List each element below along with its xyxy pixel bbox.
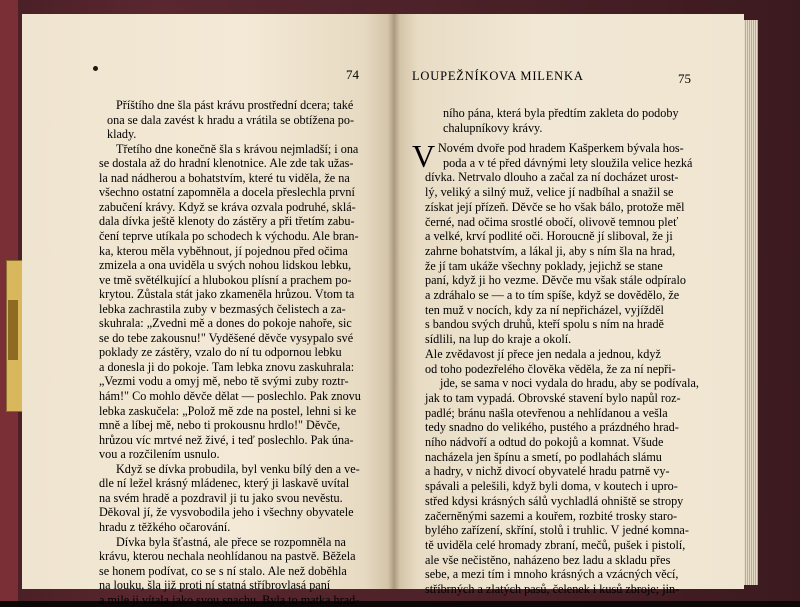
text-line: nacházela jen špínu a smetí, po podlahách slámu bbox=[425, 449, 662, 464]
text-line: zahrne bohatstvím, a lákal ji, aby s ním šla na hrad, bbox=[425, 243, 676, 258]
text-line: poda a v té před dávnými lety sloužila velice hezká bbox=[443, 155, 693, 170]
page-edges bbox=[744, 20, 758, 585]
text-line: zmizela a ona uviděla u svých nohou lidskou lebku, bbox=[99, 258, 352, 273]
text-line: střed kdysi krásných sálů vychladlá ohniště se stropy bbox=[425, 493, 684, 508]
text-line: bylého zařízení, skříní, stolů i truhlic. V jedné komna- bbox=[425, 523, 689, 538]
text-line: lý, veliký a silný muž, velice jí nadbíhal a snažil se bbox=[425, 185, 674, 200]
text-line: poklady ze zástěry, vzalo do ní tu odpornou lebku bbox=[99, 345, 342, 360]
text-line: ten muž v nocích, kdy za ní nepřicházel, vyjížděl bbox=[425, 302, 664, 317]
text-line: hrůzou víc mrtvé než živé, i teď poslechlo. Pak úna- bbox=[99, 432, 354, 447]
text-line: a donesla ji do pokoje. Tam lebka znovu zaskuhrala: bbox=[99, 359, 355, 374]
text-line: Dívka byla šťastná, ale přece se rozpomněla na bbox=[116, 534, 346, 549]
text-line: ního nádvoří a odtud do pokojů a komnat. Všude bbox=[425, 435, 664, 449]
text-line: začerněnými sazemi a kouřem, rozbité trosky staro- bbox=[425, 508, 678, 523]
text-line: jde, se sama v noci vydala do hradu, aby se podívala, bbox=[440, 376, 699, 391]
text-line: a hadry, v nichž divocí obyvatelé hradu patrně vy- bbox=[425, 464, 670, 479]
text-line: dívka. Netrvalo dlouho a začal za ní docházet urost- bbox=[425, 170, 679, 185]
text-line: ale vše nečistěno, naházeno bez ladu a skladu přes bbox=[425, 552, 671, 567]
text-line: skuhrala: „Zvedni mě a dones do pokoje nahoře, sic bbox=[99, 316, 352, 331]
text-line: Ale zvědavost jí přece jen nedala a jednou, když bbox=[425, 346, 661, 361]
text-line: na svém hradě a pozdravil ji tu jako svou nevěstu. bbox=[99, 490, 343, 505]
text-line: Když se dívka probudila, byl venku bílý den a ve- bbox=[116, 461, 360, 476]
text-line: paní, když ji ho vezme. Děvče mu však stále odpíralo bbox=[425, 273, 686, 288]
text-line: Novém dvoře pod hradem Kašperkem bývala hos- bbox=[438, 141, 684, 155]
text-line: stříbrných a zlatých pasů, čelenek i kusů zbroje; jin- bbox=[425, 582, 680, 596]
text-line: krávu, kterou nechala neohlídanou na pastvě. Běžela bbox=[99, 549, 356, 564]
text-line: la nad nádherou a bohatstvím, které tu viděla, že na bbox=[99, 170, 350, 185]
text-line: sebe, a mezi tím i mnoho krásných a vzácných věcí, bbox=[425, 567, 679, 582]
running-head: LOUPEŽNÍKOVA MILENKA bbox=[412, 69, 584, 83]
text-line: a zdráhalo se — a to tím spíše, když se dovědělo, že bbox=[425, 288, 680, 302]
left-page-number: 74 bbox=[346, 67, 359, 82]
text-line: získat její přízeň. Děvče se ho však bálo, protože měl bbox=[425, 199, 685, 214]
text-line: s bandou svých druhů, kteří spolu s ním na hradě bbox=[425, 317, 664, 332]
text-line: od toho podezřelého člověka věděla, že za ní nepři- bbox=[425, 361, 676, 376]
text-line: jak to tam vypadá. Obrovské stavení bylo napůl roz- bbox=[425, 390, 681, 405]
text-line: lebka zachrastila zuby v bezmasých čelistech a za- bbox=[99, 301, 346, 316]
text-line: mně a líbej mě, nebo ti prokousnu hrdlo!" Děvče, bbox=[99, 418, 341, 433]
text-line: Třetího dne konečně šla s krávou nejmladší; i ona bbox=[116, 141, 359, 156]
text-line: černé, nad očima srostlé obočí, olivově temnou pleť bbox=[425, 214, 679, 229]
text-line: Příštího dne šla pást krávu prostřední dcera; také bbox=[116, 98, 354, 112]
text-line: a mile ji vítala jako svou snachu. Byla to matka hrad- bbox=[99, 592, 360, 607]
text-line: hradu z těžkého očarování. bbox=[99, 519, 231, 534]
text-line: spávali a pelešili, když byli doma, v koutech i upro- bbox=[425, 479, 678, 494]
text-line: sídlili, na lup do kraje a okolí. bbox=[425, 332, 572, 347]
text-line: zabučení krávy. Když se kráva ozvala podruhé, sklá- bbox=[99, 199, 356, 214]
text-line: ve tmě světélkující a hlubokou plísní a prachem po- bbox=[99, 272, 352, 287]
text-line: dala dívka ještě klenoty do zástěry a při třetím zabu- bbox=[99, 214, 355, 229]
book-spine bbox=[388, 14, 400, 589]
text-line: se dostala až do hradní klenotnice. Ale zde tak užas- bbox=[99, 156, 354, 171]
text-line: „Vezmi vodu a omyj mě, nebo tě svými zuby roztr- bbox=[99, 374, 349, 389]
text-line: ona se dala zavést k hradu a vrátila se obtížena po- bbox=[107, 112, 355, 127]
text-line: tedy snadno do velikého, pustého a prázdného hrad- bbox=[425, 420, 679, 435]
text-line: vou a rozčilením usnulo. bbox=[99, 447, 220, 462]
text-line: hám!" Co mohlo děvče dělat — poslechlo. Pak znovu bbox=[99, 389, 361, 403]
text-line: chalupníkovy krávy. bbox=[443, 120, 543, 135]
text-line: všechno ostatní zapomněla a docela přeslechla první bbox=[99, 185, 355, 200]
text-line: se do tebe zakousnu!" Vyděšené děvče vysypalo své bbox=[99, 330, 354, 345]
drop-cap: V bbox=[412, 138, 436, 174]
text-line: padlé; bránu našla otevřenou a nehlídanou a vešla bbox=[425, 405, 668, 420]
text-line: klady. bbox=[107, 127, 137, 142]
text-line: že jí tam ukáže všechny poklady, jejichž se stane bbox=[425, 258, 663, 273]
text-line: ka, kterou měla vyběhnout, jí pojednou před očima bbox=[99, 243, 348, 258]
bookmark-tab-shadow bbox=[8, 300, 18, 360]
text-line: lebka zaskučela: „Polož mě zde na postel, lehni si ke bbox=[99, 403, 357, 418]
text-line: se honem podívat, co se s ní stalo. Ale než doběhla bbox=[99, 563, 347, 578]
text-line: na louku, šla již proti ní statná stříbrovlasá paní bbox=[99, 578, 331, 593]
text-line: a velké, krví podlité oči. Horoucně jí sliboval, že ji bbox=[425, 229, 673, 244]
ink-dot-mark bbox=[93, 66, 98, 71]
text-line: čení teprve utíkala po schodech k východu. Ale bran- bbox=[99, 228, 359, 243]
right-page-number: 75 bbox=[678, 71, 691, 86]
text-line: krytou. Zůstala stát jako zkameněla hrůzou. Vtom ta bbox=[99, 287, 355, 302]
text-line: dle ní ležel krásný mládenec, který ji laskavě uvítal bbox=[99, 476, 350, 491]
text-line: ního pána, která byla předtím zakleta do podoby bbox=[443, 106, 679, 120]
text-line: Děkoval jí, že vysvobodila jeho i všechny obyvatele bbox=[99, 505, 354, 520]
text-line: tě uviděla celé hromady zbraní, mečů, pušek i pistolí, bbox=[425, 537, 686, 552]
